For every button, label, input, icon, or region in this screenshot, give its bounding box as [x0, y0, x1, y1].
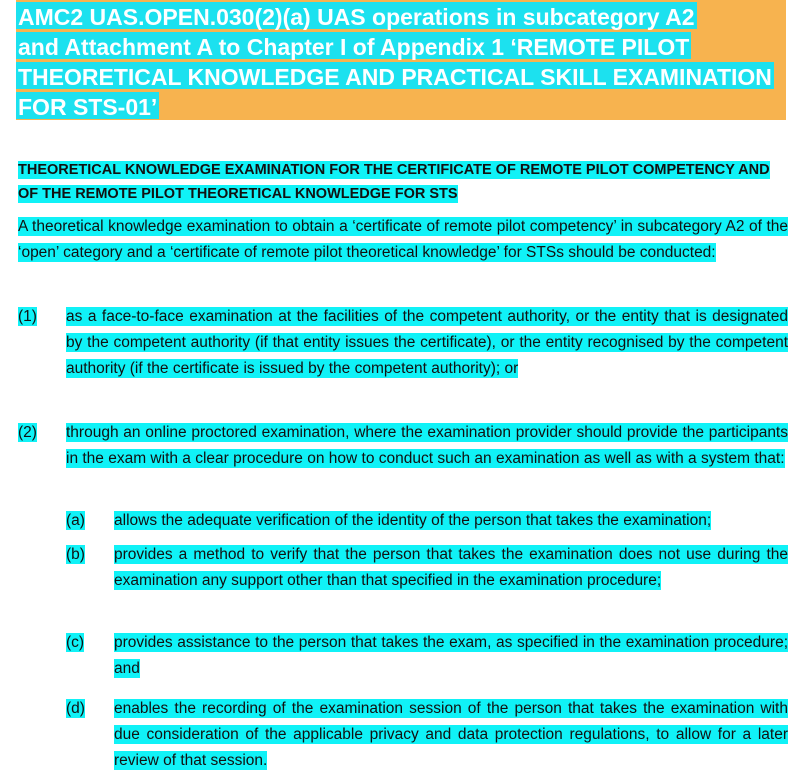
item-number-text: (2) [18, 424, 37, 441]
item-number-text: (1) [18, 308, 37, 325]
sub-item-number-text: (b) [66, 546, 85, 563]
intro-paragraph [18, 214, 788, 266]
intro-text: A theoretical knowledge examination to obtain a ‘certificate of remote pilot competency’ in subcategory A2 of the ‘open’ category and a ‘certificate of remote pilot theoretical knowledge’ for STSs should be conducted: [18, 218, 788, 261]
title-line-text: THEORETICAL KNOWLEDGE AND PRACTICAL SKILL EXAMINATION [18, 64, 772, 90]
sub-item-number [66, 508, 85, 534]
sub-item-number [66, 696, 85, 722]
list-item-number [18, 304, 37, 330]
sub-item-text: enables the recording of the examination session of the person that takes the examination with due consideration of the applicable privacy and data protection regulations, to allow for a later review of that session. [114, 700, 788, 769]
list-item-text: as a face-to-face examination at the facilities of the competent authority, or the entity that is designated by the competent authority (if that entity issues the certificate), or the entity recognised by the competent authority (if the certificate is issued by the competent authority); or [66, 308, 788, 377]
document-title [16, 0, 796, 120]
title-line-text: AMC2 UAS.OPEN.030(2)(a) UAS operations in subcategory A2 [18, 4, 695, 30]
list-item-number [18, 420, 37, 446]
list-item [66, 304, 788, 382]
title-line-text: FOR STS-01’ [18, 94, 158, 120]
sub-item-text: provides assistance to the person that takes the exam, as specified in the examination procedure; and [114, 634, 788, 677]
list-item [66, 420, 788, 472]
title-line [16, 30, 796, 60]
sub-item-text: provides a method to verify that the person that takes the examination does not use during the examination any support other than that specified in the examination procedure; [114, 546, 788, 589]
sub-item-number [66, 542, 85, 568]
sub-item-number-text: (a) [66, 512, 85, 529]
sub-item-text: allows the adequate verification of the identity of the person that takes the examination; [114, 512, 712, 529]
sub-item [114, 696, 788, 774]
sub-item-number [66, 630, 84, 656]
title-line-text: and Attachment A to Chapter I of Appendix 1 ‘REMOTE PILOT [18, 34, 690, 60]
sub-item [114, 630, 788, 682]
sub-item [114, 508, 788, 534]
sub-item-number-text: (c) [66, 634, 85, 651]
sub-item-number-text: (d) [66, 700, 85, 717]
section-heading [18, 158, 788, 206]
title-line [16, 60, 796, 90]
sub-item [114, 542, 788, 594]
title-line [16, 90, 796, 120]
title-line [16, 0, 796, 30]
section-heading-text: THEORETICAL KNOWLEDGE EXAMINATION FOR THE CERTIFICATE OF REMOTE PILOT COMPETENCY AND OF THE REMOTE PILOT THEORETICAL KNOWLEDGE FOR STS [18, 162, 770, 202]
list-item-text: through an online proctored examination, where the examination provider should provide the participants in the exam with a clear procedure on how to conduct such an examination as well as with a system that: [66, 424, 788, 467]
